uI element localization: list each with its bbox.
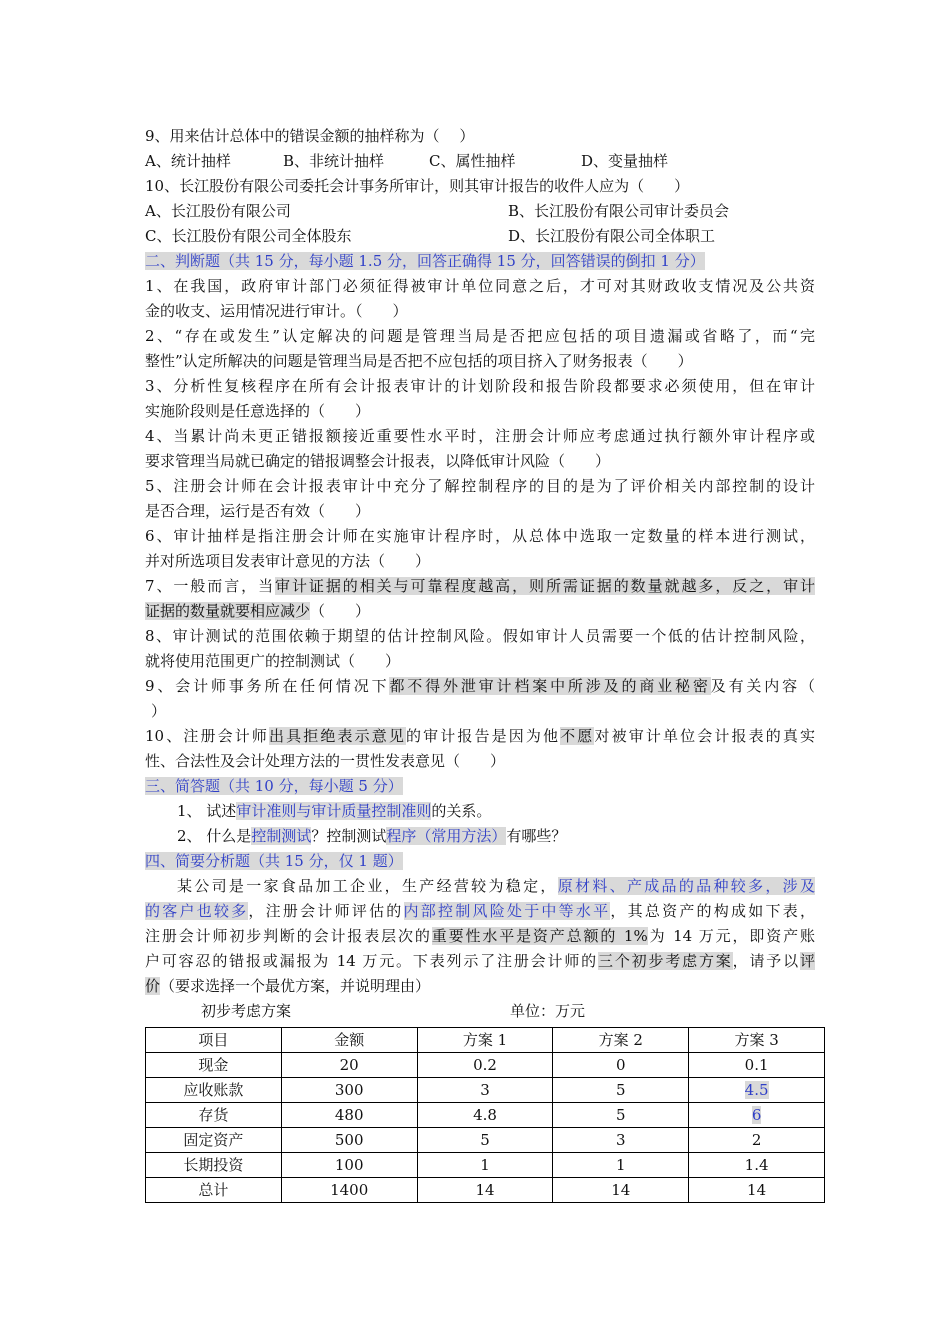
- table-cell: 应收账款: [146, 1078, 282, 1103]
- highlighted-text: 评: [799, 952, 815, 970]
- highlighted-text: 原材料、产成品的品种较多，涉及: [557, 877, 815, 895]
- tf-question-5-line1: 5、注册会计师在会计报表审计中充分了解控制程序的目的是为了评价相关内部控制的设计: [145, 477, 815, 495]
- table-title: 初步考虑方案: [201, 1002, 292, 1020]
- table-cell: 20: [281, 1053, 417, 1078]
- table-row: [146, 1128, 825, 1153]
- short-question-2: [145, 824, 815, 849]
- header-cell: 方案 2: [553, 1028, 689, 1053]
- highlighted-text: 重要性水平是资产总额的 1%: [431, 927, 648, 945]
- section-heading-text: 三、简答题（共 10 分，每小题 5 分）: [145, 777, 403, 795]
- table-cell: 1: [417, 1153, 553, 1178]
- table-cell: [689, 1078, 825, 1103]
- tf-question-8-line1: 8、审计测试的范围依赖于期望的估计控制风险。假如审计人员需要一个低的估计控制风险，: [145, 627, 815, 645]
- table-cell: 长期投资: [146, 1153, 282, 1178]
- tf-question-10-line1: [145, 724, 815, 749]
- table-cell: 0: [553, 1053, 689, 1078]
- table-total-row: [146, 1178, 825, 1203]
- highlighted-text: 程序（常用方法）: [386, 827, 507, 845]
- table-cell: 1: [553, 1153, 689, 1178]
- table-cell: 5: [553, 1103, 689, 1128]
- option-c: C、长江股份有限公司全体股东: [145, 227, 352, 245]
- section-heading-text: 四、简要分析题（共 15 分，仅 1 题）: [145, 852, 403, 870]
- text-run: 的关系。: [431, 802, 492, 820]
- mc-question-10-options-row2: [145, 224, 815, 249]
- table-row: [146, 1053, 825, 1078]
- table-cell: 5: [553, 1078, 689, 1103]
- table-cell: 总计: [146, 1178, 282, 1203]
- table-caption: [145, 999, 815, 1024]
- text-run: 某公司是一家食品加工企业，生产经营较为稳定，: [177, 877, 558, 895]
- text-run: 7、一般而言，当: [145, 577, 276, 595]
- section-heading-analysis: [145, 849, 815, 874]
- table-row: [146, 1153, 825, 1178]
- option-c: C、属性抽样: [429, 152, 516, 170]
- table-header-row: [146, 1028, 825, 1053]
- table-cell: 5: [417, 1128, 553, 1153]
- header-cell: 方案 3: [689, 1028, 825, 1053]
- tf-question-1-line2: 金的收支、运用情况进行审计。（ ）: [145, 302, 408, 320]
- text-run: 为 14 万元，即资产账: [647, 927, 815, 945]
- tf-question-10-line2: 性、合法性及会计处理方法的一贯性发表意见（ ）: [145, 752, 506, 770]
- highlighted-text: 控制测试: [251, 827, 312, 845]
- table-cell: 2: [689, 1128, 825, 1153]
- highlighted-text: 的客户也较多: [145, 902, 249, 920]
- text-run: 9、会计师事务所在任何情况下: [145, 677, 390, 695]
- tf-question-7-line1: [145, 574, 815, 599]
- table-cell: 100: [281, 1153, 417, 1178]
- text-run: 10、注册会计师: [145, 727, 269, 745]
- tf-question-4-line1: 4、当累计尚未更正错报额接近重要性水平时，注册会计师应考虑通过执行额外审计程序或: [145, 427, 815, 445]
- mc-question-10: 10、长江股份有限公司委托会计事务所审计，则其审计报告的收件人应为（ ）: [145, 177, 690, 195]
- text-run: ，请予以: [732, 952, 800, 970]
- table-cell: 0.2: [417, 1053, 553, 1078]
- tf-question-8-line2: 就将使用范围更广的控制测试（ ）: [145, 652, 401, 670]
- tf-question-1-line1: 1、在我国，政府审计部门必须征得被审计单位同意之后，才可对其财政收支情况及公共资: [145, 277, 815, 295]
- table-row: [146, 1103, 825, 1128]
- text-run: 的审计报告是因为他: [406, 727, 561, 745]
- section-heading-short-answer: [145, 774, 815, 799]
- option-a: A、长江股份有限公司: [145, 202, 291, 220]
- table-cell: [689, 1103, 825, 1128]
- text-run: 有哪些？: [506, 827, 567, 845]
- option-a: A、统计抽样: [145, 152, 231, 170]
- tf-question-9-line2: ）: [151, 702, 167, 720]
- document-page: [145, 124, 815, 1203]
- text-run: ，注册会计师评估的: [248, 902, 404, 920]
- table-cell: 0.1: [689, 1053, 825, 1078]
- table-unit: 单位：万元: [510, 1002, 586, 1020]
- tf-question-2-line1: 2、“存在或发生”认定解决的问题是管理当局是否把应包括的项目遗漏或省略了，而“完: [145, 327, 815, 345]
- highlighted-text: 审计准则与审计质量控制准则: [236, 802, 432, 820]
- table-cell: 3: [417, 1078, 553, 1103]
- table-cell: 14: [689, 1178, 825, 1203]
- short-question-1: [145, 799, 815, 824]
- tf-question-6-line1: 6、审计抽样是指注册会计师在实施审计程序时，从总体中选取一定数量的样本进行测试，: [145, 527, 815, 545]
- table-cell: 现金: [146, 1053, 282, 1078]
- highlighted-cell-value: 6: [751, 1106, 762, 1124]
- text-run: 及有关内容（: [710, 677, 815, 695]
- table-cell: 3: [553, 1128, 689, 1153]
- option-d: D、变量抽样: [581, 152, 669, 170]
- mc-question-9-options: [145, 149, 815, 174]
- header-cell: 方案 1: [417, 1028, 553, 1053]
- tf-question-9-line1: [145, 674, 815, 699]
- text-run: 注册会计师初步判断的会计报表层次的: [145, 927, 432, 945]
- highlighted-cell-value: 4.5: [744, 1081, 769, 1099]
- text-run: （要求选择一个最优方案，并说明理由）: [160, 977, 431, 995]
- mc-question-9: 9、用来估计总体中的错误金额的抽样称为（ ）: [145, 127, 475, 145]
- table-cell: 14: [417, 1178, 553, 1203]
- highlighted-text: 价: [145, 977, 161, 995]
- analysis-paragraph-line1: [145, 874, 815, 899]
- text-run: 对被审计单位会计报表的真实: [594, 727, 815, 745]
- table-cell: 1400: [281, 1178, 417, 1203]
- option-b: B、非统计抽样: [283, 152, 385, 170]
- tf-question-3-line2: 实施阶段则是任意选择的（ ）: [145, 402, 371, 420]
- tf-question-6-line2: 并对所选项目发表审计意见的方法（ ）: [145, 552, 431, 570]
- header-cell: 金额: [281, 1028, 417, 1053]
- table-cell: 480: [281, 1103, 417, 1128]
- tf-question-5-line2: 是否合理，运行是否有效（ ）: [145, 502, 371, 520]
- table-cell: 1.4: [689, 1153, 825, 1178]
- highlighted-text: 都不得外泄审计档案中所涉及的商业秘密: [389, 677, 711, 695]
- highlighted-text: 出具拒绝表示意见: [268, 727, 407, 745]
- analysis-paragraph-line3: [145, 924, 815, 949]
- text-run: 1、 试述: [177, 802, 237, 820]
- highlighted-text: 不愿: [560, 727, 595, 745]
- table-cell: 固定资产: [146, 1128, 282, 1153]
- section-heading-true-false: [145, 249, 815, 274]
- text-run: ？控制测试: [311, 827, 387, 845]
- tf-question-2-line2: 整性”认定所解决的问题是管理当局是否把不应包括的项目挤入了财务报表（ ）: [145, 352, 693, 370]
- text-run: （ ）: [310, 602, 371, 620]
- text-run: ，其总资产的构成如下表，: [610, 902, 815, 920]
- table-cell: 存货: [146, 1103, 282, 1128]
- plan-table: [145, 1027, 825, 1203]
- table-cell: 500: [281, 1128, 417, 1153]
- table-row: [146, 1078, 825, 1103]
- section-heading-text: 二、判断题（共 15 分，每小题 1.5 分，回答正确得 15 分，回答错误的倒扣 1 分）: [145, 252, 705, 270]
- mc-question-10-options-row1: [145, 199, 815, 224]
- highlighted-text: 审计证据的相关与可靠程度越高，则所需证据的数量就越多，反之，审计: [275, 577, 815, 595]
- text-run: 2、 什么是: [177, 827, 252, 845]
- table-cell: 300: [281, 1078, 417, 1103]
- highlighted-text: 三个初步考虑方案: [598, 952, 733, 970]
- analysis-paragraph-line2: [145, 899, 815, 924]
- option-d: D、长江股份有限公司全体职工: [508, 227, 716, 245]
- table-cell: 14: [553, 1178, 689, 1203]
- highlighted-text: 证据的数量就要相应减少: [145, 602, 311, 620]
- tf-question-4-line2: 要求管理当局就已确定的错报调整会计报表，以降低审计风险（ ）: [145, 452, 611, 470]
- analysis-paragraph-line4: [145, 949, 815, 974]
- tf-question-3-line1: 3、分析性复核程序在所有会计报表审计的计划阶段和报告阶段都要求必须使用，但在审计: [145, 377, 815, 395]
- option-b: B、长江股份有限公司审计委员会: [508, 202, 730, 220]
- highlighted-text: 内部控制风险处于中等水平: [403, 902, 611, 920]
- table-cell: 4.8: [417, 1103, 553, 1128]
- text-run: 户可容忍的错报或漏报为 14 万元。下表列示了注册会计师的: [145, 952, 598, 970]
- tf-question-7-line2: [145, 599, 815, 624]
- header-cell: 项目: [146, 1028, 282, 1053]
- analysis-paragraph-line5: [145, 974, 815, 999]
